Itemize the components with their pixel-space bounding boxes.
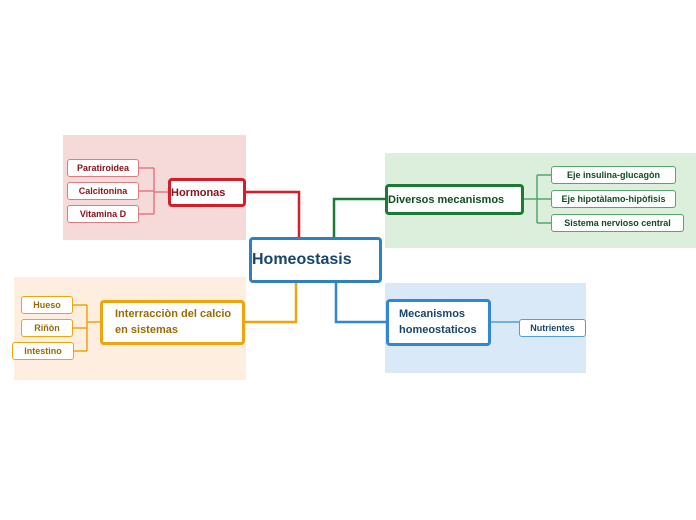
- leaf-vitamina-d[interactable]: [67, 205, 139, 223]
- leaf-nutrientes[interactable]: [519, 319, 586, 337]
- node-hormonas[interactable]: [168, 178, 246, 207]
- leaf-sistema-nervioso-central[interactable]: [551, 214, 684, 232]
- leaf-eje-hipotalamo-hipofisis-label: Eje hipotàlamo-hipòfisis: [561, 194, 666, 204]
- node-diversos-mecanismos[interactable]: [385, 184, 524, 215]
- leaf-rinon-label: Riñòn: [34, 323, 60, 333]
- leaf-sistema-nervioso-central-label: Sistema nervioso central: [564, 218, 671, 228]
- leaf-hueso[interactable]: [21, 296, 73, 314]
- node-mecanismos-homeostaticos[interactable]: [386, 299, 491, 346]
- node-hormonas-label: Hormonas: [171, 186, 226, 199]
- node-interaccion-calcio-line2: en sistemas: [115, 323, 178, 336]
- leaf-eje-hipotalamo-hipofisis[interactable]: [551, 190, 676, 208]
- leaf-intestino-label: Intestino: [24, 346, 62, 356]
- leaf-eje-insulina-glucagon[interactable]: [551, 166, 676, 184]
- leaf-vitamina-d-label: Vitamina D: [79, 209, 127, 219]
- leaf-paratiroidea-label: Paratiroidea: [76, 163, 130, 173]
- node-diversos-mecanismos-label: Diversos mecanismos: [388, 193, 505, 206]
- leaf-hueso-label: Hueso: [33, 300, 61, 310]
- node-mecanismos-homeostaticos-line1: Mecanismos: [399, 307, 466, 320]
- node-mecanismos-homeostaticos-line2: homeostaticos: [399, 323, 477, 336]
- node-homeostasis-label: Homeostasis: [252, 251, 352, 268]
- leaf-intestino[interactable]: [12, 342, 74, 360]
- node-homeostasis[interactable]: [249, 237, 382, 283]
- leaf-eje-insulina-glucagon-label: Eje insulina-glucagòn: [566, 170, 660, 180]
- node-interaccion-calcio[interactable]: [100, 300, 245, 345]
- leaf-paratiroidea[interactable]: [67, 159, 139, 177]
- node-interaccion-calcio-line1: Interracciòn del calcio: [115, 307, 232, 320]
- leaf-calcitonina[interactable]: [67, 182, 139, 200]
- leaf-nutrientes-label: Nutrientes: [530, 323, 575, 333]
- node-mecanismos-homeostaticos-label: [399, 307, 488, 339]
- leaf-rinon[interactable]: [21, 319, 73, 337]
- leaf-calcitonina-label: Calcitonina: [78, 186, 128, 196]
- node-interaccion-calcio-label: [115, 307, 242, 339]
